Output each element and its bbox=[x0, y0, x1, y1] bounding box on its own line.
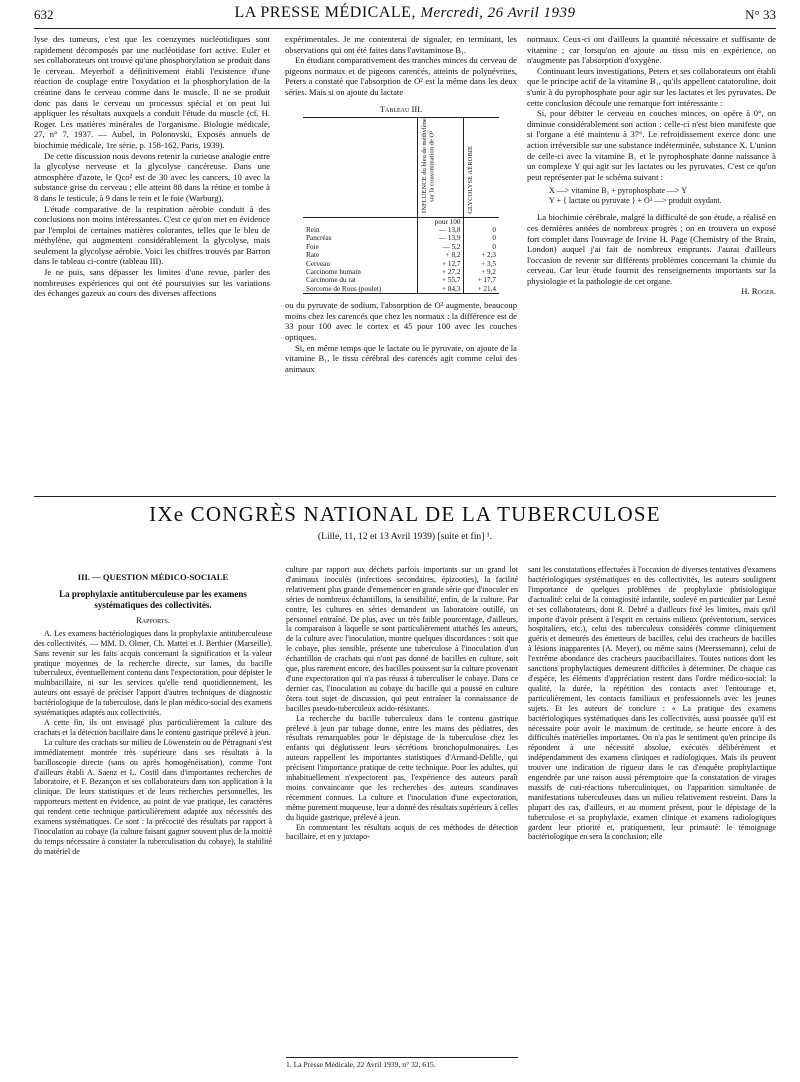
table-cell-influence: + 27,2 bbox=[418, 268, 464, 276]
col3-paragraph: Si, pour débiter le cerveau en couches minces, on opère à 0°, on diminue considérablement son action : celle-ci n'est bien manifeste que si l'organe a été maintenu à 37°. Le refroidissement exerce donc une action irréversible sur une substance indéterminée, substance X. L'union de celle-ci avec la vitamine B₁ et le pyrophosphate donne naissance à un complexe Y qui agit sur les lactates ou les pyruvates. C'est ce qu'on peut représenter par le schéma suivant : bbox=[527, 108, 776, 182]
topic-heading: La prophylaxie antituberculeuse par les examens systématiques des collectivités. bbox=[59, 588, 247, 610]
table-cell-influence: — 13,8 bbox=[418, 226, 464, 234]
table-corner bbox=[303, 118, 418, 217]
issue-number: N° 33 bbox=[745, 7, 776, 22]
section-heading: III. — QUESTION MÉDICO-SOCIALE bbox=[77, 572, 229, 582]
scheme-line: X —> vitamine B₁ + pyrophosphate —> Y bbox=[549, 186, 688, 196]
table-cell-glycolyse: + 9,2 bbox=[464, 268, 499, 276]
table-row-label: Sorcome de Rous (poulet) bbox=[303, 285, 418, 294]
table-row-label: Carcinome du rat bbox=[303, 276, 418, 284]
journal-name: LA PRESSE MÉDICALE, bbox=[234, 4, 416, 21]
col2-paragraph: ou du pyruvate de sodium, l'absorption de O² augmente, beaucoup moins chez les carencés que chez les normaux : la différence est de 33 pour 100 avec le cortex et 45 pour 100 avec les couches optiques. bbox=[285, 300, 517, 342]
congress-subtitle: (Lille, 11, 12 et 13 Avril 1939) [suite et fin] ¹. bbox=[317, 531, 493, 542]
table-cell-glycolyse: + 2,3 bbox=[464, 251, 499, 259]
col3-paragraph: La biochimie cérébrale, malgré la difficulté de son étude, a réalisé en ces dernières années de nombreux progrès ; on en trouvera un exposé fort complet dans l'ouvrage de Irvine H. Page (Chemistry of the Brain, London) auquel j'ai fait de nombreux emprunts. J'aurai d'ailleurs l'occasion de revenir sur différents problèmes concernant la chimie du cerveau. Car leur étude fournit des renseignements importants sur la physiologie et la pathologie de cet organe. bbox=[527, 212, 776, 286]
rapports-heading: Rapports. bbox=[136, 614, 170, 625]
scheme-line: Y + { lactate ou pyruvate } + O² —> produit oxydant. bbox=[549, 196, 722, 206]
table-row bbox=[303, 260, 499, 268]
table-row-label: Foie bbox=[303, 243, 418, 251]
table-row-label: Cerveau bbox=[303, 260, 418, 268]
table-cell-influence: + 12,7 bbox=[418, 260, 464, 268]
col6-paragraph: sant les constatations effectuées à l'occasion de diverses tentatives d'examens bactériologiques systématiques en des collectivités, les auteurs soulignent l'importance de quelques problèmes de prophylaxie phtisiologique d'actualité: celui de la contagiosité infantile, soulevé en particulier par Lesné et ses collaborateurs, dont R. Debré a d'ailleurs fixé les limites, mais qu'il importe d'avoir présent à l'esprit en certains milieux (préventorium, services hospitaliers, etc.), celui des tuberculeux considérés comme cliniquement guéris et demeurés des émetteurs de bacilles, celui des cracheurs de bacilles à lésions inapparentes (A. Meyer), ou même sains (Meerssemann), celui de l'extrême abondance des cracheurs paucibacillaires. Toutes notions dont les sanctions prophylactiques demeurent difficiles à déterminer. De chaque cas d'espèce, les éléments d'appréciation restent dans l'ordre médico-social: la qualité, la durée, la répétition des contacts avec l'entourage et, particulièrement, les contacts familiaux et professionnels avec les jeunes sujets. Et les auteurs de conclure : « La pratique des examens bactériologiques systématiques dans les collectivités, aussi poussée qu'il est nécessaire pour avoir le maximum de certitude, se heurte encore à des difficultés matérielles importantes. On n'a pas le sentiment qu'en principe ils répondent à une nécessité absolue, exécutés délibérément et indépendamment des examens cliniques et radiologiques. Mais ils peuvent trouver une indication de rigueur dans le cas d'enquête prophylactique engendrée par une raison aussi péremptoire que la constatation de virages massifs de cuti-réactions tuberculiniques, ou l'apparition simultanée de manifestations tuberculeuses dans un milieu relativement restreint. Dans la plupart des cas, d'ailleurs, et au moment présent, pour le dépistage de la tuberculose et sa prophylaxie, examen clinique et examens radiologiques gardent leur priorité et, pratiquement, leur primauté: le témoignage bactériologique en sera la conclusion; elle bbox=[528, 565, 776, 842]
col4-paragraph: A cette fin, ils ont envisagé plus particulièrement la culture des crachats et la détection bacillaire dans le contenu gastrique prélevé à jeun. bbox=[34, 717, 272, 737]
col2-paragraph: Si, en même temps que le lactate ou le pyruvate, on ajoute de la vitamine B₁, le tissu cérébral des carencés agit comme celui des animaux bbox=[285, 342, 517, 374]
table-row bbox=[303, 243, 499, 251]
table-cell-influence: — 13,9 bbox=[418, 234, 464, 242]
col2-paragraph: expérimentales. Je me contenterai de signaler, en terminant, les observations qui ont été faites dans l'avitaminose B₁. bbox=[285, 34, 517, 55]
column-5 bbox=[286, 565, 518, 1050]
header-rule bbox=[34, 28, 776, 29]
congress-title: IXe CONGRÈS NATIONAL DE LA TUBERCULOSE bbox=[149, 502, 661, 526]
col1-paragraph: De cette discussion nous devons retenir la curieuse analogie entre la glycolyse nerveuse et la glycolyse cancéreuse. Dans une atmosphère d'azote, le Qco² est de 30 avec les cancers, 10 avec la substance grise du cerveau ; elle atteint 88 dans la rétine et tombe à 8 dans le testicule, à 9 dans le rein et le foie (Warburg). bbox=[34, 150, 270, 203]
col1-paragraph: lyse des tumeurs, c'est que les coenzymes nucléotidiques sont rapidement décomposés par une nucléotidase fort active. Euler et ses collaborateurs ont trouvé qu'une phosphorylation se produit dans le cerveau. Meyerhof a définitivement établi l'existence d'une réaction de couplage entre l'oxydation et la phosphorylation de la créatine dans le cerveau comme dans le muscle. Il ne se produit donc pas dans le cerveau un processus spécial et on peut lui appliquer les résultats auxquels a conduit l'étude du muscle (cf. H. Roger. Les matières minérales de l'organisme. Biologie médicale, 27, n° 7, 1937. — Aubel, in Polonovski, Exposés annuels de biochimie médicale, 1re série, p. 158-162, Paris, 1939). bbox=[34, 34, 270, 150]
col1-paragraph: Je ne puis, sans dépasser les limites d'une revue, parler des nombreuses expériences qui ont été poursuivies sur les variations des échanges gazeux au cours des diverses affections bbox=[34, 267, 270, 299]
column-4 bbox=[34, 565, 272, 1060]
table-title: Tableau III. bbox=[379, 103, 423, 114]
col5-paragraph: culture par rapport aux déchets parfois importants sur un grand lot d'animaux inoculés (infections secondaires, épizooties), la facilité relativement plus grande d'ensemencer en grande série que d'inoculer en séries de nombreux échantillons, la sensibilité, enfin, de la culture. Par contre, les cultures en séries demandent un laboratoire outillé, un personnel entraîné. De plus, avec un très faible pourcentage, d'ailleurs, la comparaison à laquelle se sont particulièrement attachés les auteurs, de la culture avec l'inoculation, montre quelques discordances : soit que le cobaye, plus sensible, présente une tuberculose à l'inoculation d'un échantillon de crachats qui n'ont pas donné de bacilles en culture, soit que, plus rarement encore, des bacilles poussent sur la culture provenant d'une expectoration qui n'a pas réussi à tuberculiser le cobaye. Dans ce dernier cas, l'inoculation au cobaye du bacille qui a poussé en culture ôtera tout sujet de discussion, qui peut entraîner la connaissance de bacilles pseudo-tuberculeux acido-résistants. bbox=[286, 565, 518, 713]
column-6 bbox=[528, 565, 776, 1070]
column-2 bbox=[285, 34, 517, 496]
footnote: 1. La Presse Médicale, 22 Avril 1939, n° 32, 615. bbox=[286, 1057, 518, 1069]
issue-date: Mercredi, 26 Avril 1939 bbox=[420, 5, 576, 21]
col5-paragraph: En commentant les résultats acquis de ces méthodes de détection bacillaire, et en y juxtapo- bbox=[286, 822, 518, 842]
table-cell-influence: — 5,2 bbox=[418, 243, 464, 251]
col1-paragraph: L'étude comparative de la respiration aérobie conduit à des conclusions non moins intéressantes. C'est ce qu'on met en évidence par l'emploi de certaines matières colorantes, telles que le bleu de méthylène, qui augmentent considérablement la glycolyse, mais seulement la glycolyse aérobie. Voici les chiffres trouvés par Barron dans le tableau ci-contre (tableau III). bbox=[34, 203, 270, 267]
table-row bbox=[303, 268, 499, 276]
col4-paragraph: A. Les examens bactériologiques dans la prophylaxie antituberculeuse des collectivités. — MM. D. Olmer, Ch. Mattei et J. Berthier (Marseille). Sans revenir sur les faits acquis concernant la signification et la valeur pratique moyennes de la recherche directe, sur lames, du bacille tuberculeux, éventuellement contenu dans l'expectoration, pour dépister le multibacillaire, ni sur les services qu'elle rend quotidiennement, les auteurs ont essayé de préciser l'apport d'autres techniques de diagnostic bactériologique de la tuberculose, dans le plan médico-social des examens systématiques adaptés aux collectivités. bbox=[34, 628, 272, 718]
col5-paragraph: La recherche du bacille tuberculeux dans le contenu gastrique prélevé à jeun par tubage donne, entre les mains des pédiatres, des résultats remarquables pour le dépistage de la tuberculose chez les enfants qui déglutissent leurs sécrétions bronchopulmonaires. Les auteurs rappellent les importantes statistiques d'Armand-Delille, qui précisent l'importance pratique de cette technique. Pour les adultes, qui inhabituellement n'expectorent pas, l'expérience des auteurs paraît moins convaincante que les recherches des auteurs scandinaves récemment connues. La culture et l'inoculation d'une expectoration, même purement muqueuse, leur a donné des résultats supérieurs à celles du liquide gastrique, prélevé à jeun. bbox=[286, 713, 518, 822]
column-3 bbox=[527, 34, 776, 496]
table-header-glycolyse: GLYCOLYSE AÉROBIE bbox=[464, 118, 499, 217]
col2-paragraph: En étudiant comparativement des tranches minces du cerveau de pigeons normaux et de pigeons carencés, atteints de polynévrites, Peters a constaté que l'absorption de O² est la même dans les deux séries. Mais si on ajoute du lactate bbox=[285, 55, 517, 97]
table-cell-influence: + 55,7 bbox=[418, 276, 464, 284]
table-row bbox=[303, 251, 499, 259]
table-unit: pour 100 bbox=[418, 217, 464, 226]
table-cell-glycolyse: + 3,5 bbox=[464, 260, 499, 268]
table-cell-influence: + 84,3 bbox=[418, 285, 464, 294]
column-1 bbox=[34, 34, 270, 496]
table-cell-glycolyse: 0 bbox=[464, 226, 499, 234]
table-cell-glycolyse: + 17,7 bbox=[464, 276, 499, 284]
table-row-label: Pancréas bbox=[303, 234, 418, 242]
table-iii bbox=[303, 117, 499, 294]
table-row bbox=[303, 234, 499, 242]
table-cell-glycolyse: + 21,4 bbox=[464, 285, 499, 294]
table-header-influence: INFLUENCE du bleu de méthylène sur la consommation de O² bbox=[418, 118, 464, 217]
table-cell-influence: + 8,2 bbox=[418, 251, 464, 259]
col3-paragraph: normaux. Ceux-ci ont d'ailleurs la quantité nécessaire et suffisante de vitamine ; car lorsqu'on en ajoute au tissu mis en expérience, on n'augmente pas l'absorption d'oxygène. bbox=[527, 34, 776, 66]
col3-paragraph: Continuant leurs investigations, Peters et ses collaborateurs ont établi que le principe actif de la vitamine B₁, qu'ils appellent catatoruline, doit s'unir à du pyrophosphate pour agir sur les lactates et les pyruvates. De cette conclusion découle une remarque fort intéressante : bbox=[527, 65, 776, 108]
table-row-label: Rein bbox=[303, 226, 418, 234]
journal-title bbox=[34, 4, 776, 22]
table-row-label: Carcinome humain bbox=[303, 268, 418, 276]
table-cell-glycolyse: 0 bbox=[464, 234, 499, 242]
author-signature: H. Roger. bbox=[741, 286, 776, 297]
table-row bbox=[303, 276, 499, 284]
table-row bbox=[303, 226, 499, 234]
table-cell-glycolyse: 0 bbox=[464, 243, 499, 251]
page-number: 632 bbox=[34, 7, 54, 22]
section-rule bbox=[34, 496, 776, 497]
table-row-label: Rate bbox=[303, 251, 418, 259]
running-header bbox=[34, 4, 776, 26]
reaction-scheme bbox=[549, 186, 776, 206]
col4-paragraph: La culture des crachats sur milieu de Löwenstein ou de Pétragnani s'est immédiatement montrée très supérieure dans ses résultats à la bacilloscopie directe (sans ou après homogénéisation), comme l'ont d'ailleurs établi A. Saenz et L. Costil dans d'importantes recherches de laboratoire, et F. Bezançon et ses collaborateurs dans son application à la clinique. De leurs statistiques et de leurs recherches personnelles, les rapporteurs mettent en évidence, au point de vue pratique, les caractères qui rendent cette technique particulièrement adaptée aux nécessités des examens systématiques. Ce sont : la précocité des résultats par rapport à l'inoculation au cobaye (la culture faisant gagner souvent plus de la moitié du temps nécessaire à constater la tuberculisation du cobaye), la stabilité du matériel de bbox=[34, 737, 272, 856]
table-row bbox=[303, 285, 499, 294]
